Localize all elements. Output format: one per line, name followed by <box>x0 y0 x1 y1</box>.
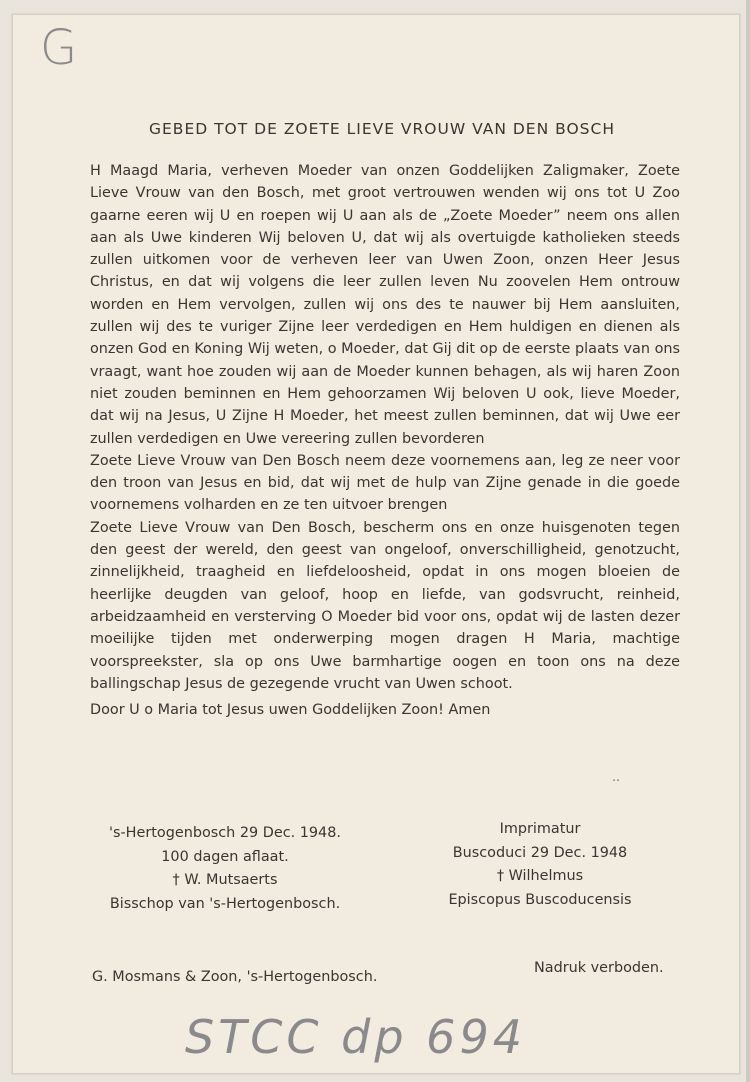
pencil-shelfmark: STCC dp 694 <box>185 1010 526 1064</box>
copyright-notice: Nadruk verboden. <box>534 960 664 976</box>
approval-right-place-date: Buscoduci 29 Dec. 1948 <box>452 844 628 861</box>
approval-right-office: Episcopus Buscoducensis <box>448 891 632 908</box>
prayer-paragraph-3: Zoete Lieve Vrouw van Den Bosch, bescherm ons en onze huisgenoten tegen den geest der wereld, den geest van ongeloof, onverschilligheid, genotzucht, zinnelijkheid, traagheid en liefdeloosheid, opdat in ons mogen bloeien de heerlijke deugden van geloof, hoop en liefde, van godsvrucht, reinheid, arbeidzaamheid en versterving O Moeder bid voor ons, opdat wij de lasten dezer moeilijke tijden met onderwerping mogen dragen H Maria, machtige voorspreekster, sla op ons Uwe barmhartige oogen en toon ons na deze ballingschap Jesus de gezegende vrucht van Uwen schoot. <box>90 519 680 692</box>
pencil-corner-mark: G <box>40 20 78 76</box>
prayer-paragraph-2: Zoete Lieve Vrouw van Den Bosch neem deze voornemens aan, leg ze neer voor den troon van Jesus en bid, dat wij met de hulp van Zijne genade in die goede voornemens volharden en ze ten uitvoer brengen <box>90 452 680 514</box>
approval-left-place-date: 's-Hertogenbosch 29 Dec. 1948. <box>109 825 341 841</box>
prayer-text <box>90 160 680 721</box>
approval-left-office: Bisschop van 's-Hertogenbosch. <box>109 895 341 912</box>
prayer-closing: Door U o Maria tot Jesus uwen Goddelijken Zoon! Amen <box>90 702 491 719</box>
prayer-title: GEBED TOT DE ZOETE LIEVE VROUW VAN DEN BOSCH <box>149 120 615 138</box>
publisher-imprint: G. Mosmans & Zoon, 's-Hertogenbosch. <box>92 969 378 985</box>
approval-right <box>440 818 640 912</box>
scan-edge <box>746 0 750 1082</box>
prayer-paragraph-1: H Maagd Maria, verheven Moeder van onzen Goddelijken Zaligmaker, Zoete Lieve Vrouw van den Bosch, met groot vertrouwen wenden wij ons tot U Zoo gaarne eeren wij U en roepen wij U aan als de „Zoete Moeder” neem ons allen aan als Uwe kinderen Wij beloven U, dat wij als overtuigde katholieken steeds zullen uitkomen voor de verheven leer van Uwen Zoon, onzen Heer Jesus Christus, en dat wij volgens die leer zullen leven Nu zoovelen Hem ontrouw worden en Hem vervolgen, zullen wij ons des te nauwer bij Hem aansluiten, zullen wij des te vuriger Zijne leer verdedigen en Hem huldigen en dienen als onzen God en Koning Wij weten, o Moeder, dat Gij dit op de eerste plaats van ons vraagt, want hoe zouden wij aan de Moeder kunnen behagen, als wij haren Zoon niet zouden beminnen en Hem gehoorzamen Wij beloven U ook, lieve Moeder, dat wij na Jesus, U Zijne H Moeder, het meest zullen beminnen, dat wij Uwe eer zullen verdedigen en Uwe vereering zullen bevorderen <box>90 163 680 447</box>
approval-left-indulgence: 100 dagen aflaat. <box>161 848 289 865</box>
approval-right-imprimatur: Imprimatur <box>499 821 581 837</box>
ornament: ․․ <box>612 770 621 784</box>
approval-left-signatory: † W. Mutsaerts <box>172 872 278 888</box>
approval-right-signatory: † Wilhelmus <box>496 868 584 884</box>
approval-left <box>90 822 360 916</box>
